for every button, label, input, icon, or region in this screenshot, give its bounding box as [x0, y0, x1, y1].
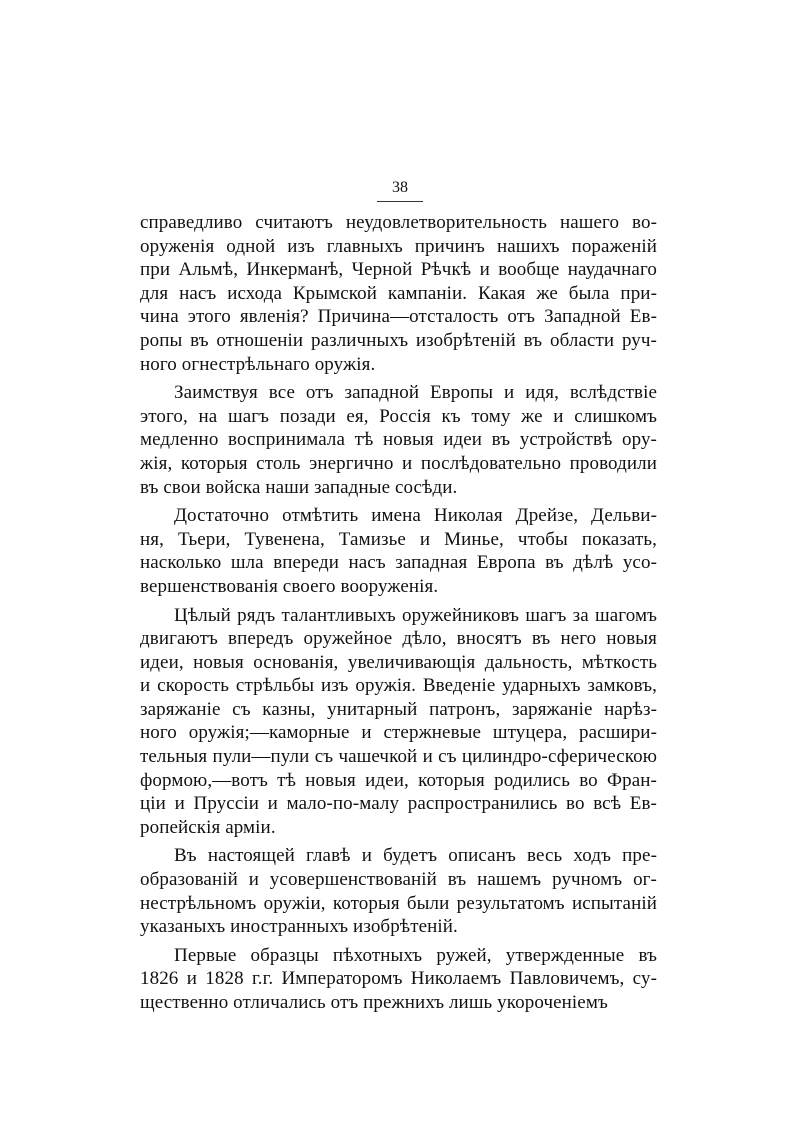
text-line: образованій и усовершенствованій въ нашемъ ручномъ ог-	[140, 869, 657, 891]
paragraph	[140, 844, 657, 938]
text-line: ного оружія;—каморные и стержневые штуцера, расшири-	[140, 722, 657, 744]
text-line: Достаточно отмѣтить имена Николая Дрейзе, Дельви-	[174, 505, 657, 527]
text-line: этого, на шагъ позади ея, Россія къ тому же и слишкомъ	[140, 405, 657, 427]
text-line: ня, Тьери, Тувенена, Тамизье и Минье, чтобы показать,	[140, 528, 657, 550]
text-line: справедливо считаютъ неудовлетворительность нашего во-	[140, 212, 657, 233]
text-line: идеи, новыя основанія, увеличивающія дальность, мѣткость	[140, 651, 657, 673]
text-line: Первые образцы пѣхотныхъ ружей, утвержденные въ	[174, 944, 657, 966]
text-line: двигаютъ впередъ оружейное дѣло, вносятъ въ него новыя	[140, 628, 657, 650]
text-line: ропейскія арміи.	[140, 816, 276, 838]
text-line: Заимствуя все отъ западной Европы и идя, вслѣдствіе	[174, 382, 657, 404]
text-line: чина этого явленія? Причина—отсталость отъ Западной Ев-	[140, 306, 657, 328]
text-line: при Альмѣ, Инкерманѣ, Черной Рѣчкѣ и вообще наудачнаго	[140, 259, 657, 281]
text-line: жія, которыя столь энергично и послѣдовательно проводили	[140, 452, 657, 474]
text-line: Цѣлый рядъ талантливыхъ оружейниковъ шагъ за шагомъ	[174, 604, 657, 626]
text-line: ропы въ отношеніи различныхъ изобрѣтеній въ области руч-	[140, 329, 657, 351]
body-text	[140, 211, 657, 1015]
text-line: формою,—вотъ тѣ новыя идеи, которыя родились во Фран-	[140, 769, 657, 791]
page-number: 38	[392, 179, 408, 196]
paragraph	[140, 381, 657, 499]
page-number-rule	[377, 201, 423, 202]
text-line: заряжаніе съ казны, унитарный патронъ, заряжаніе нарѣз-	[140, 698, 657, 720]
text-line: вершенствованія своего вооруженія.	[140, 575, 439, 597]
text-line: щественно отличались отъ прежнихъ лишь укороченіемъ	[140, 992, 608, 1013]
text-line: оруженія одной изъ главныхъ причинъ нашихъ пораженій	[140, 235, 657, 257]
text-line: медленно воспринимала тѣ новыя идеи въ устройствѣ ору-	[140, 429, 657, 451]
text-line: тельныя пули—пули съ чашечкой и съ цилиндро-сферическою	[140, 746, 657, 768]
text-line: для насъ исхода Крымской кампаніи. Какая же была при-	[140, 282, 657, 304]
text-line: и скорость стрѣльбы изъ оружія. Введеніе ударныхъ замковъ,	[140, 675, 657, 697]
text-line: нестрѣльномъ оружіи, которыя были результатомъ испытаній	[140, 892, 657, 914]
text-line: въ свои войска наши западные сосѣди.	[140, 476, 458, 498]
text-line: 1826 и 1828 г.г. Императоромъ Николаемъ Павловичемъ, су-	[140, 968, 657, 990]
text-line: насколько шла впереди насъ западная Европа въ дѣлѣ усо-	[140, 552, 657, 574]
paragraph	[140, 944, 657, 1015]
text-line: ціи и Пруссіи и мало-по-малу распространились во всѣ Ев-	[140, 793, 657, 815]
paragraph	[140, 211, 657, 376]
paragraph	[140, 504, 657, 598]
text-line: ного огнестрѣльнаго оружія.	[140, 353, 376, 375]
paragraph	[140, 604, 657, 840]
text-line: Въ настоящей главѣ и будетъ описанъ весь ходъ пре-	[174, 845, 657, 867]
text-line: указаныхъ иностранныхъ изобрѣтеній.	[140, 916, 458, 938]
